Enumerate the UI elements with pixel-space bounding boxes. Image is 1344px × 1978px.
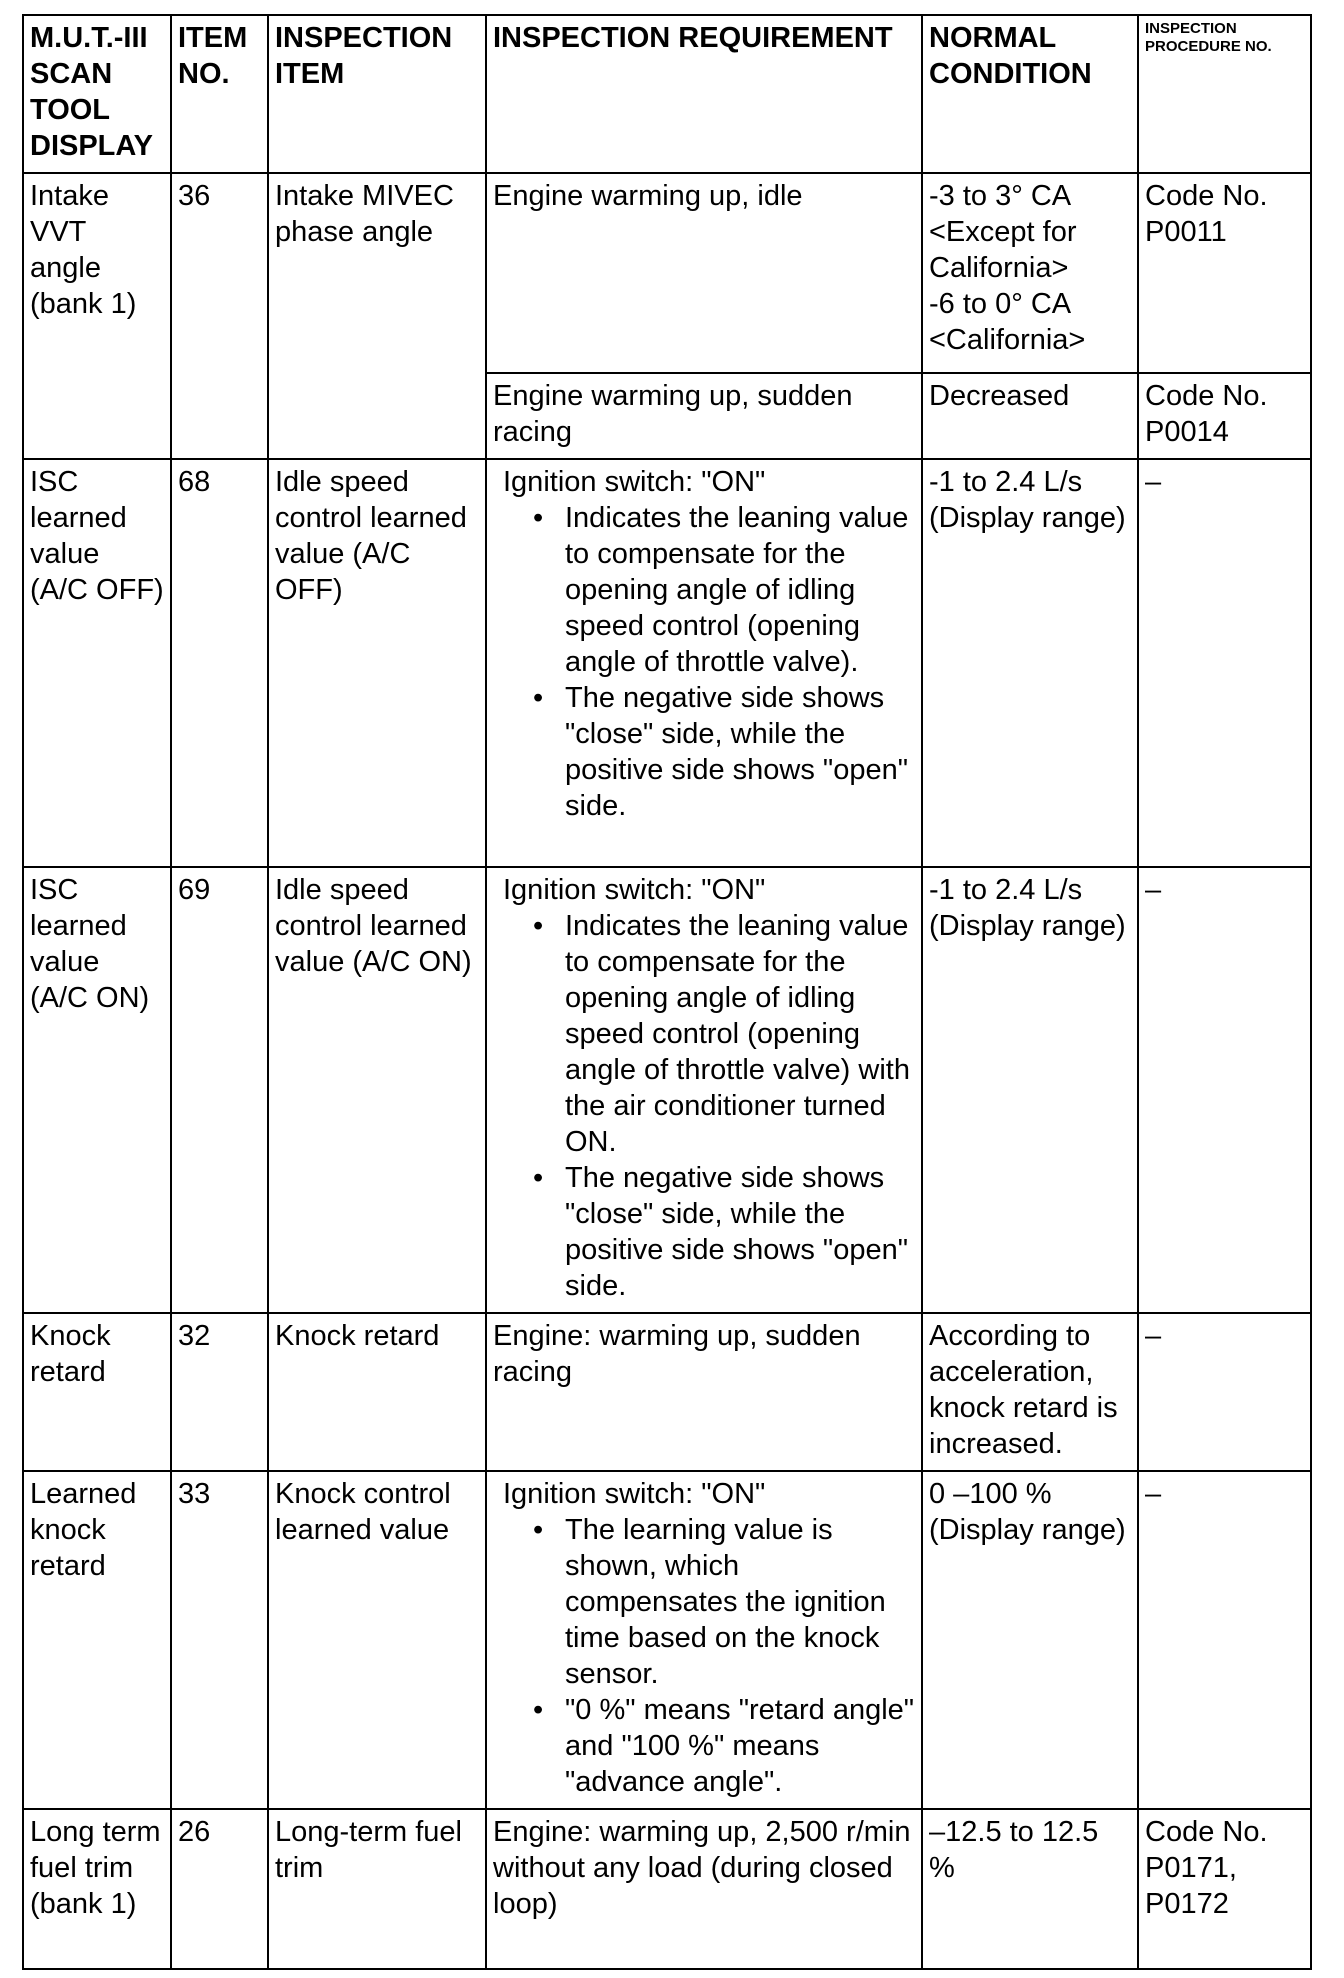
header-row <box>23 15 1311 173</box>
cell-requirement <box>486 1471 922 1809</box>
cell-display: Learned knock retard <box>23 1471 171 1809</box>
cell-procedure-no: – <box>1138 1471 1311 1809</box>
cell-item-no: 26 <box>171 1809 268 1969</box>
normal-line: -6 to 0° CA <California> <box>929 288 1086 356</box>
bullet-item: • The learning value is shown, which compensates the ignition time based on the knock sensor. <box>565 1512 915 1692</box>
requirement-text: Ignition switch: "ON" <box>503 874 766 906</box>
table-row <box>23 867 1311 1313</box>
bullet-item: • Indicates the leaning value to compensate for the opening angle of idling speed control (opening angle of throttle valve) with the air conditioner turned ON. <box>565 908 915 1160</box>
cell-display: ISC learned value (A/C OFF) <box>23 459 171 867</box>
cell-inspection-item: Long-term fuel trim <box>268 1809 486 1969</box>
cell-procedure-no: – <box>1138 459 1311 867</box>
cell-requirement: Engine warming up, idle <box>486 173 922 373</box>
cell-inspection-item: Idle speed control learned value (A/C OFF) <box>268 459 486 867</box>
header-display: M.U.T.-III SCAN TOOL DISPLAY <box>23 15 171 173</box>
header-procedure-no: INSPECTION PROCEDURE NO. <box>1138 15 1311 173</box>
cell-procedure-no: – <box>1138 1313 1311 1471</box>
table-row <box>23 1471 1311 1809</box>
cell-inspection-item: Intake MIVEC phase angle <box>268 173 486 459</box>
table-row <box>23 459 1311 867</box>
cell-normal-condition: -1 to 2.4 L/s (Display range) <box>922 867 1138 1313</box>
cell-requirement: Engine: warming up, sudden racing <box>486 1313 922 1471</box>
bullet-item: • The negative side shows "close" side, while the positive side shows "open" side. <box>565 680 915 824</box>
bullet-item: • Indicates the leaning value to compensate for the opening angle of idling speed control (opening angle of throttle valve). <box>565 500 915 680</box>
requirement-bullets <box>493 500 915 824</box>
cell-requirement: Engine: warming up, 2,500 r/min without any load (during closed loop) <box>486 1809 922 1969</box>
cell-requirement <box>486 459 922 867</box>
table-row <box>23 1313 1311 1471</box>
cell-display: Long term fuel trim (bank 1) <box>23 1809 171 1969</box>
cell-item-no: 33 <box>171 1471 268 1809</box>
cell-requirement <box>486 867 922 1313</box>
cell-display: Knock retard <box>23 1313 171 1471</box>
cell-normal-condition <box>922 173 1138 373</box>
cell-procedure-no: – <box>1138 867 1311 1313</box>
header-item-no: ITEM NO. <box>171 15 268 173</box>
cell-normal-condition: Decreased <box>922 373 1138 459</box>
header-requirement: INSPECTION REQUIREMENT <box>486 15 922 173</box>
inspection-table <box>22 14 1312 1970</box>
table-row <box>23 173 1311 373</box>
cell-requirement: Engine warming up, sudden racing <box>486 373 922 459</box>
cell-display: ISC learned value (A/C ON) <box>23 867 171 1313</box>
header-normal-condition: NORMAL CONDITION <box>922 15 1138 173</box>
cell-item-no: 68 <box>171 459 268 867</box>
normal-line: -3 to 3° CA <Except for California> <box>929 180 1077 284</box>
bullet-item: • "0 %" means "retard angle" and "100 %" means "advance angle". <box>565 1692 915 1800</box>
cell-procedure-no: Code No. P0014 <box>1138 373 1311 459</box>
cell-procedure-no: Code No. P0011 <box>1138 173 1311 373</box>
cell-inspection-item: Knock retard <box>268 1313 486 1471</box>
requirement-bullets <box>493 1512 915 1800</box>
cell-item-no: 32 <box>171 1313 268 1471</box>
cell-normal-condition: –12.5 to 12.5 % <box>922 1809 1138 1969</box>
cell-normal-condition: -1 to 2.4 L/s (Display range) <box>922 459 1138 867</box>
cell-item-no: 36 <box>171 173 268 459</box>
requirement-text: Ignition switch: "ON" <box>503 466 766 498</box>
cell-inspection-item: Idle speed control learned value (A/C ON) <box>268 867 486 1313</box>
bullet-item: • The negative side shows "close" side, while the positive side shows "open" side. <box>565 1160 915 1304</box>
cell-item-no: 69 <box>171 867 268 1313</box>
cell-normal-condition: 0 –100 % (Display range) <box>922 1471 1138 1809</box>
requirement-text: Ignition switch: "ON" <box>503 1478 766 1510</box>
header-inspection-item: INSPECTION ITEM <box>268 15 486 173</box>
requirement-bullets <box>493 908 915 1304</box>
cell-inspection-item: Knock control learned value <box>268 1471 486 1809</box>
cell-display: Intake VVT angle (bank 1) <box>23 173 171 459</box>
table-row <box>23 1809 1311 1969</box>
cell-normal-condition: According to acceleration, knock retard is increased. <box>922 1313 1138 1471</box>
cell-procedure-no: Code No. P0171, P0172 <box>1138 1809 1311 1969</box>
